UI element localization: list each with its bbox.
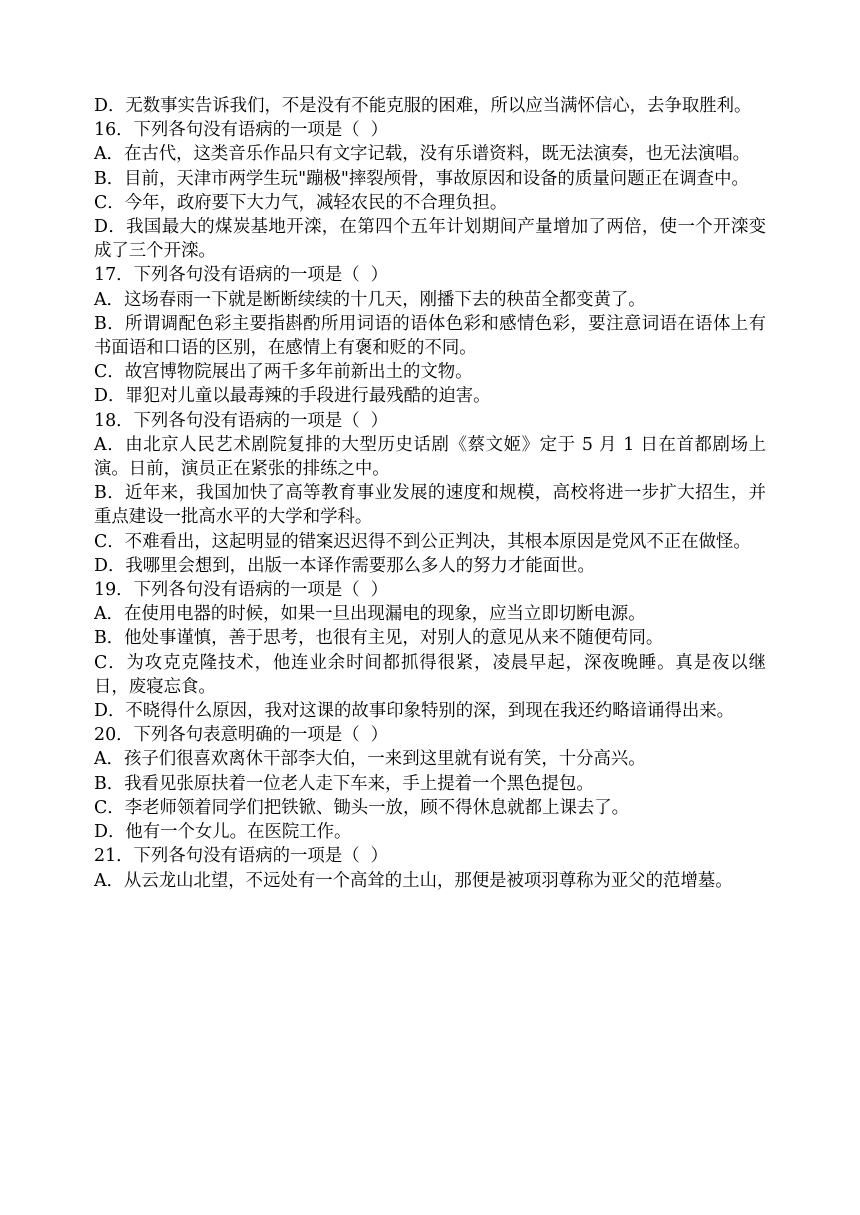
option-d: D．我哪里会想到，出版一本译作需要那么多人的努力才能面世。 [94, 555, 595, 576]
question-21: 21．下列各句没有语病的一项是（ ） [94, 846, 389, 867]
option-b: B．目前，天津市两学生玩"蹦极"摔裂颅骨，事故原因和设备的质量问题正在调查中。 [94, 168, 749, 189]
option-d: D．他有一个女儿。在医院工作。 [94, 822, 352, 843]
option-c: C．今年，政府要下大力气，减轻农民的不合理负担。 [94, 192, 508, 213]
option-b: B．他处事谨慎，善于思考，也很有主见，对别人的意见从来不随便苟同。 [94, 628, 664, 649]
option-a: A．由北京人民艺术剧院复排的大型历史话剧《蔡文姬》定于 5 月 1 日在首都剧场上演。日前，演员正在紧张的排练之中。 [94, 434, 766, 480]
document-page [94, 94, 766, 893]
option-d: D．罪犯对儿童以最毒辣的手段进行最残酷的迫害。 [94, 386, 491, 407]
option-a: A．在古代，这类音乐作品只有文字记载，没有乐谱资料，既无法演奏，也无法演唱。 [94, 144, 751, 165]
question-19: 19．下列各句没有语病的一项是（ ） [94, 580, 389, 601]
question-17: 17．下列各句没有语病的一项是（ ） [94, 265, 389, 286]
option-b: B．我看见张原扶着一位老人走下车来，手上提着一个黑色提包。 [94, 773, 594, 794]
option-d: D．无数事实告诉我们，不是没有不能克服的困难，所以应当满怀信心，去争取胜利。 [94, 96, 752, 116]
option-a: A．从云龙山北望，不远处有一个高耸的土山，那便是被项羽尊称为亚父的范增墓。 [94, 870, 733, 891]
option-c: C．李老师领着同学们把铁锨、锄头一放，顾不得休息就都上课去了。 [94, 797, 630, 818]
option-d: D．不晓得什么原因，我对这课的故事印象特别的深，到现在我还约略谙诵得出来。 [94, 701, 735, 722]
question-20: 20．下列各句表意明确的一项是（ ） [94, 725, 389, 746]
option-b: B．近年来，我国加快了高等教育事业发展的速度和规模，高校将进一步扩大招生，并重点建设一批高水平的大学和学科。 [94, 483, 766, 528]
question-18: 18．下列各句没有语病的一项是（ ） [94, 410, 389, 431]
option-d: D．我国最大的煤炭基地开滦，在第四个五年计划期间产量增加了两倍，使一个开滦变成了三个开滦。 [94, 217, 766, 262]
option-c: C．为攻克克隆技术，他连业余时间都抓得很紧，凌晨早起，深夜晚睡。真是夜以继日，废寝忘食。 [94, 652, 766, 697]
option-a: A．在使用电器的时候，如果一旦出现漏电的现象，应当立即切断电源。 [94, 604, 646, 625]
option-b: B．所谓调配色彩主要指斟酌所用词语的语体色彩和感情色彩，要注意词语在语体上有书面语和口语的区别，在感情上有褒和贬的不同。 [94, 313, 766, 359]
option-c: C．故宫博物院展出了两千多年前新出土的文物。 [94, 362, 473, 383]
option-c: C．不难看出，这起明显的错案迟迟得不到公正判决，其根本原因是党风不正在做怪。 [94, 531, 751, 552]
option-a: A．孩子们很喜欢离休干部李大伯，一来到这里就有说有笑，十分高兴。 [94, 749, 646, 770]
option-a: A．这场春雨一下就是断断续续的十几天，刚播下去的秧苗全都变黄了。 [94, 289, 646, 310]
question-16: 16．下列各句没有语病的一项是（ ） [94, 120, 389, 141]
